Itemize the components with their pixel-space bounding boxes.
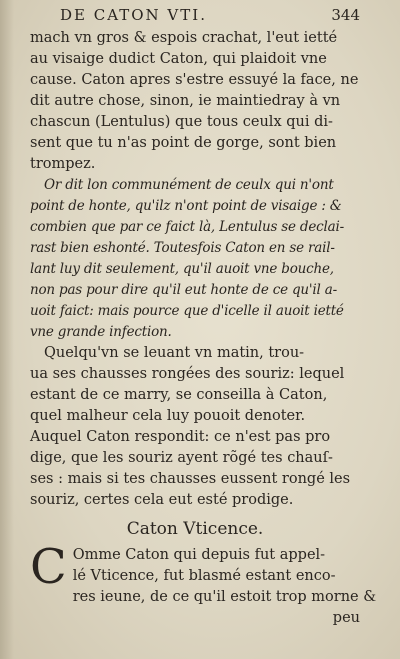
text-line: trompez. [30, 156, 96, 172]
page-number: 344 [331, 6, 360, 24]
text-line: Auquel Caton respondit: ce n'est pas pro [30, 429, 331, 445]
text-line: point de honte, qu'ilz n'ont point de visaige : & [30, 198, 342, 214]
drop-capital: C [30, 539, 67, 595]
paragraph-4 [30, 539, 377, 629]
paragraph-2-italic [30, 175, 360, 343]
text-line: vne grande infection. [30, 324, 172, 340]
text-line: sent que tu n'as point de gorge, sont bien [30, 135, 337, 151]
text-line: combien que par ce faict là, Lentulus se declai- [30, 219, 344, 235]
text-line: ua ses chausses rongées des souriz: lequel [30, 366, 345, 382]
text-line: au visaige dudict Caton, qui plaidoit vne [30, 51, 327, 67]
text-line: quel malheur cela luy pouoit denoter. [30, 408, 306, 424]
text-line: lant luy dit seulement, qu'il auoit vne bouche, [30, 261, 334, 277]
text-line: Omme Caton qui depuis fut appel- [72, 547, 326, 563]
text-line: estant de ce marry, se conseilla à Caton, [30, 387, 328, 403]
text-line: non pas pour dire qu'il eut honte de ce qu'il a- [30, 282, 337, 298]
page-gutter-shadow [0, 0, 14, 659]
text-line: Quelqu'vn se leuant vn matin, trou- [44, 345, 305, 361]
paragraph-1 [30, 28, 360, 175]
text-line: Or dit lon communément de ceulx qui n'ont [44, 177, 334, 193]
text-line: dige, que les souriz ayent rõgé tes chauſ- [30, 450, 333, 466]
text-line: ses : mais si tes chausses eussent rongé les [30, 471, 351, 487]
text-line: uoit faict: mais pource que d'icelle il auoit ietté [30, 303, 344, 319]
text-line: dit autre chose, sinon, ie maintiedray à vn [30, 93, 341, 109]
text-line: cause. Caton apres s'estre essuyé la face, ne [30, 72, 359, 88]
running-header [30, 6, 360, 24]
text-line: mach vn gros & espois crachat, l'eut ietté [30, 30, 338, 46]
section-heading: Caton Vticence. [126, 519, 264, 539]
text-line: rast bien eshonté. Toutesfois Caton en se rail- [30, 240, 335, 256]
text-line: chascun (Lentulus) que tous ceulx qui di- [30, 114, 333, 130]
text-line: souriz, certes cela eut esté prodige. [30, 492, 294, 508]
catchword: peu [332, 610, 360, 626]
text-line: res ieune, de ce qu'il estoit trop morne & [72, 589, 377, 605]
text-line: lé Vticence, fut blasmé estant enco- [72, 568, 336, 584]
paragraph-3 [30, 343, 360, 511]
running-title: DE CATON VTI. [60, 6, 207, 24]
